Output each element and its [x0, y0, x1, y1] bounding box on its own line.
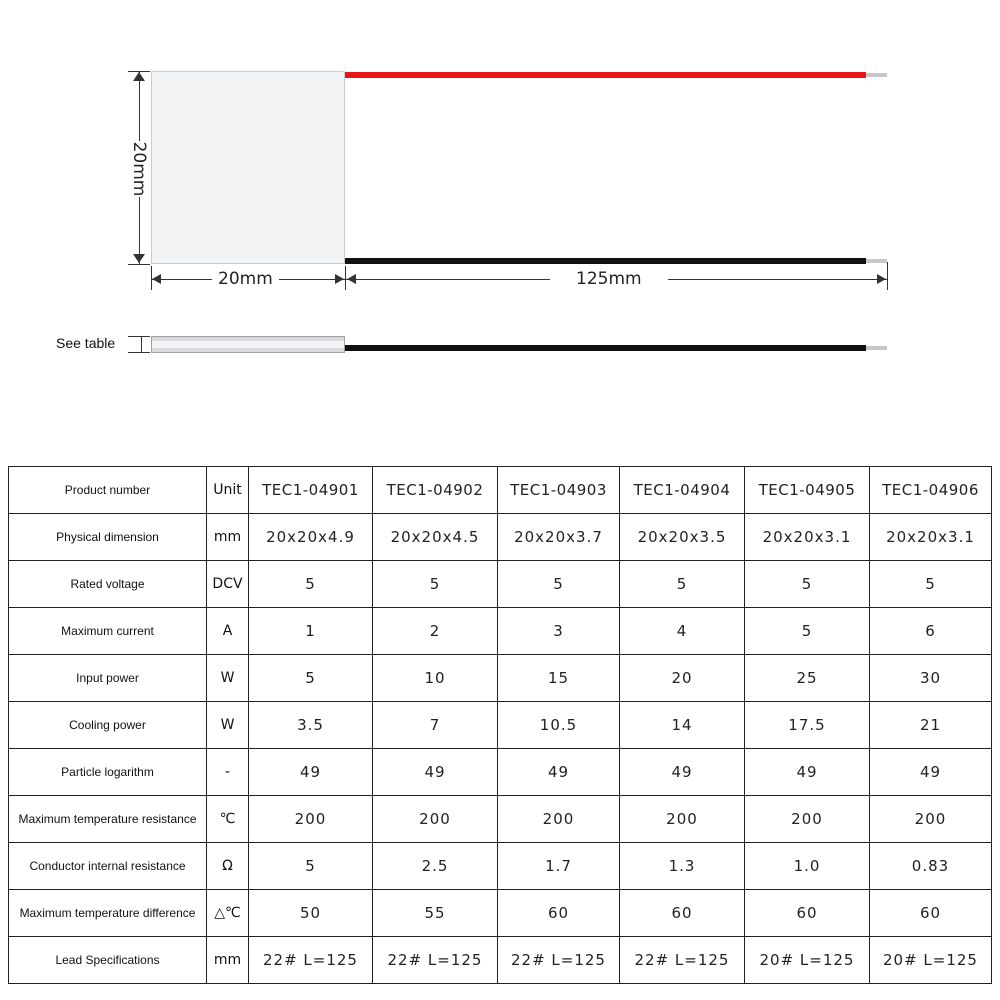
param-name-cell: Conductor internal resistance — [9, 843, 207, 890]
header-model-cell: TEC1-04903 — [498, 467, 620, 514]
value-cell: 200 — [498, 796, 620, 843]
unit-cell: △℃ — [207, 890, 249, 937]
unit-cell: - — [207, 749, 249, 796]
header-model-cell: TEC1-04902 — [373, 467, 498, 514]
height-arrow-up-icon — [133, 72, 145, 81]
value-cell: 3.5 — [249, 702, 373, 749]
header-model-cell: TEC1-04906 — [870, 467, 992, 514]
value-cell: 0.83 — [870, 843, 992, 890]
height-arrow-down-icon — [133, 254, 145, 263]
value-cell: 55 — [373, 890, 498, 937]
table-row — [9, 843, 992, 890]
value-cell: 5 — [249, 843, 373, 890]
value-cell: 5 — [498, 561, 620, 608]
thickness-dim-tick-top — [128, 336, 150, 337]
header-model-cell: TEC1-04904 — [620, 467, 745, 514]
value-cell: 2.5 — [373, 843, 498, 890]
value-cell: 5 — [870, 561, 992, 608]
value-cell: 2 — [373, 608, 498, 655]
value-cell: 5 — [373, 561, 498, 608]
header-model-cell: TEC1-04901 — [249, 467, 373, 514]
value-cell: 5 — [620, 561, 745, 608]
value-cell: 5 — [745, 608, 870, 655]
value-cell: 49 — [870, 749, 992, 796]
red-lead-wire — [345, 72, 866, 78]
tec-module-top-view — [151, 71, 345, 264]
value-cell: 200 — [249, 796, 373, 843]
value-cell: 10.5 — [498, 702, 620, 749]
value-cell: 50 — [249, 890, 373, 937]
value-cell: 22# L=125 — [373, 937, 498, 984]
unit-cell: ℃ — [207, 796, 249, 843]
param-name-cell: Lead Specifications — [9, 937, 207, 984]
value-cell: 49 — [373, 749, 498, 796]
width-arrow-left-icon — [152, 274, 161, 284]
header-unit-cell: Unit — [207, 467, 249, 514]
unit-cell: mm — [207, 514, 249, 561]
width-dimension-label: 20mm — [212, 269, 279, 289]
thickness-label: See table — [56, 335, 116, 351]
tec-module-side-ceramic-gap — [152, 341, 344, 348]
param-name-cell: Maximum temperature difference — [9, 890, 207, 937]
table-row — [9, 890, 992, 937]
unit-cell: mm — [207, 937, 249, 984]
param-name-cell: Cooling power — [9, 702, 207, 749]
param-name-cell: Maximum current — [9, 608, 207, 655]
header-param-cell: Product number — [9, 467, 207, 514]
value-cell: 20x20x4.5 — [373, 514, 498, 561]
value-cell: 20x20x3.1 — [745, 514, 870, 561]
value-cell: 10 — [373, 655, 498, 702]
thickness-dim-tick-bottom — [128, 352, 150, 353]
height-dimension-label: 20mm — [129, 141, 149, 197]
value-cell: 15 — [498, 655, 620, 702]
unit-cell: W — [207, 702, 249, 749]
table-row — [9, 796, 992, 843]
value-cell: 1.0 — [745, 843, 870, 890]
value-cell: 14 — [620, 702, 745, 749]
lead-arrow-left-icon — [347, 274, 356, 284]
value-cell: 22# L=125 — [498, 937, 620, 984]
table-row — [9, 561, 992, 608]
lead-length-label: 125mm — [550, 269, 668, 289]
value-cell: 17.5 — [745, 702, 870, 749]
value-cell: 60 — [745, 890, 870, 937]
value-cell: 7 — [373, 702, 498, 749]
lead-dim-tick-right — [887, 262, 888, 290]
value-cell: 20x20x3.7 — [498, 514, 620, 561]
value-cell: 20# L=125 — [870, 937, 992, 984]
value-cell: 5 — [249, 561, 373, 608]
value-cell: 1.7 — [498, 843, 620, 890]
table-header-row — [9, 467, 992, 514]
param-name-cell: Particle logarithm — [9, 749, 207, 796]
value-cell: 49 — [249, 749, 373, 796]
table-row — [9, 702, 992, 749]
value-cell: 1.3 — [620, 843, 745, 890]
value-cell: 20x20x3.5 — [620, 514, 745, 561]
side-view-wire-tip — [866, 346, 887, 350]
value-cell: 60 — [620, 890, 745, 937]
side-view-lead-wire — [345, 345, 866, 351]
lead-arrow-right-icon — [877, 274, 886, 284]
table-row — [9, 749, 992, 796]
value-cell: 20# L=125 — [745, 937, 870, 984]
value-cell: 3 — [498, 608, 620, 655]
value-cell: 22# L=125 — [249, 937, 373, 984]
value-cell: 4 — [620, 608, 745, 655]
red-wire-stripped-tip — [866, 73, 887, 77]
width-dim-tick-right — [345, 266, 346, 290]
width-arrow-right-icon — [335, 274, 344, 284]
param-name-cell: Physical dimension — [9, 514, 207, 561]
unit-cell: DCV — [207, 561, 249, 608]
unit-cell: A — [207, 608, 249, 655]
value-cell: 49 — [498, 749, 620, 796]
param-name-cell: Rated voltage — [9, 561, 207, 608]
value-cell: 200 — [870, 796, 992, 843]
value-cell: 20x20x3.1 — [870, 514, 992, 561]
value-cell: 1 — [249, 608, 373, 655]
value-cell: 20 — [620, 655, 745, 702]
value-cell: 200 — [745, 796, 870, 843]
value-cell: 60 — [498, 890, 620, 937]
thickness-dim-line — [141, 336, 142, 353]
value-cell: 49 — [620, 749, 745, 796]
black-lead-wire — [345, 258, 866, 264]
table-row — [9, 937, 992, 984]
table-row — [9, 655, 992, 702]
black-wire-stripped-tip — [866, 259, 887, 263]
value-cell: 60 — [870, 890, 992, 937]
table-row — [9, 608, 992, 655]
value-cell: 21 — [870, 702, 992, 749]
table-row — [9, 514, 992, 561]
value-cell: 22# L=125 — [620, 937, 745, 984]
value-cell: 5 — [249, 655, 373, 702]
spec-table — [8, 466, 992, 984]
value-cell: 25 — [745, 655, 870, 702]
unit-cell: Ω — [207, 843, 249, 890]
param-name-cell: Input power — [9, 655, 207, 702]
value-cell: 200 — [373, 796, 498, 843]
value-cell: 30 — [870, 655, 992, 702]
header-model-cell: TEC1-04905 — [745, 467, 870, 514]
value-cell: 200 — [620, 796, 745, 843]
value-cell: 49 — [745, 749, 870, 796]
value-cell: 5 — [745, 561, 870, 608]
value-cell: 6 — [870, 608, 992, 655]
unit-cell: W — [207, 655, 249, 702]
param-name-cell: Maximum temperature resistance — [9, 796, 207, 843]
value-cell: 20x20x4.9 — [249, 514, 373, 561]
